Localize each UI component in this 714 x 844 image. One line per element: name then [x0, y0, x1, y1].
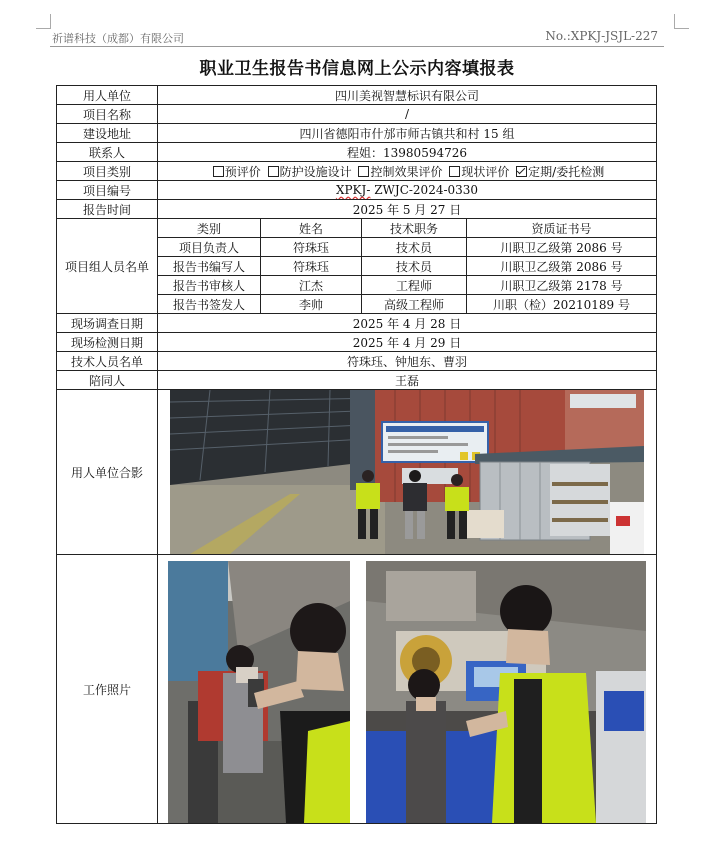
team-role: 项目负责人: [158, 238, 261, 257]
team-role: 报告书签发人: [158, 295, 261, 314]
label-work-photos: 工作照片: [57, 555, 158, 824]
label-project-type: 项目类别: [57, 162, 158, 181]
label-technicians: 技术人员名单: [57, 352, 158, 371]
team-position: 技术员: [362, 257, 467, 276]
label-report-time: 报告时间: [57, 200, 158, 219]
value-report-time: 2025 年 5 月 27 日: [158, 200, 657, 219]
team-name: 符珠珏: [261, 238, 362, 257]
row-address: [57, 124, 657, 143]
team-header-title: 技术职务: [362, 219, 467, 238]
team-cert: 川职（检）20210189 号: [467, 295, 657, 314]
label-employer: 用人单位: [57, 86, 158, 105]
work-photos-cell: [158, 555, 657, 824]
checkbox-status-evaluation[interactable]: [449, 166, 460, 177]
row-report-time: [57, 200, 657, 219]
option-pre-evaluation: 预评价: [224, 164, 261, 179]
row-escort: [57, 371, 657, 390]
document-title: 职业卫生报告书信息网上公示内容填报表: [199, 59, 515, 79]
team-position: 高级工程师: [362, 295, 467, 314]
checkbox-pre-evaluation[interactable]: [213, 166, 224, 177]
group-photo-cell: [158, 390, 657, 555]
team-header-row: [57, 219, 657, 238]
project-no-rest: ZWJC-2024-0330: [370, 183, 479, 197]
value-address: 四川省德阳市什邡市师古镇共和村 15 组: [158, 124, 657, 143]
value-survey-date: 2025 年 4 月 28 日: [158, 314, 657, 333]
option-periodic-testing: 定期/委托检测: [528, 164, 605, 179]
corner-mark-left: [36, 14, 51, 29]
row-work-photos: [57, 555, 657, 824]
team-name: 李帅: [261, 295, 362, 314]
value-test-date: 2025 年 4 月 29 日: [158, 333, 657, 352]
label-survey-date: 现场调查日期: [57, 314, 158, 333]
team-role: 报告书编写人: [158, 257, 261, 276]
row-test-date: [57, 333, 657, 352]
value-contact: 程姐：13980594726: [158, 143, 657, 162]
label-project-no: 项目编号: [57, 181, 158, 200]
option-protection-design: 防护设施设计: [279, 164, 352, 179]
team-cert: 川职卫乙级第 2086 号: [467, 257, 657, 276]
value-employer: 四川美视智慧标识有限公司: [158, 86, 657, 105]
checkbox-protection-design[interactable]: [268, 166, 279, 177]
row-project-type: [57, 162, 657, 181]
option-status-evaluation: 现状评价: [461, 164, 510, 179]
row-survey-date: [57, 314, 657, 333]
label-contact: 联系人: [57, 143, 158, 162]
option-control-effect: 控制效果评价: [370, 164, 443, 179]
company-name: 祈谱科技（成都）有限公司: [52, 32, 184, 45]
label-team: 项目组人员名单: [57, 219, 158, 314]
project-type-options: [158, 162, 657, 181]
team-name: 符珠珏: [261, 257, 362, 276]
team-header-category: 类别: [158, 219, 261, 238]
team-name: 江杰: [261, 276, 362, 295]
row-contact: [57, 143, 657, 162]
group-photo: [170, 390, 644, 554]
row-project-name: [57, 105, 657, 124]
team-position: 工程师: [362, 276, 467, 295]
team-role: 报告书审核人: [158, 276, 261, 295]
value-project-no: [158, 181, 657, 200]
project-no-prefix: XPKJ-: [335, 183, 371, 197]
row-employer: [57, 86, 657, 105]
label-escort: 陪同人: [57, 371, 158, 390]
team-cert: 川职卫乙级第 2178 号: [467, 276, 657, 295]
checkbox-periodic-testing[interactable]: [516, 166, 527, 177]
value-escort: 王磊: [158, 371, 657, 390]
work-photo-2: [366, 561, 646, 823]
team-cert: 川职卫乙级第 2086 号: [467, 238, 657, 257]
report-form-table: [56, 85, 657, 824]
team-header-name: 姓名: [261, 219, 362, 238]
corner-mark-right: [674, 14, 689, 29]
value-project-name: /: [158, 105, 657, 124]
team-position: 技术员: [362, 238, 467, 257]
row-group-photo: [57, 390, 657, 555]
value-technicians: 符珠珏、钟旭东、曹羽: [158, 352, 657, 371]
document-number: No.:XPKJ-JSJL-227: [545, 29, 658, 43]
row-project-no: [57, 181, 657, 200]
label-test-date: 现场检测日期: [57, 333, 158, 352]
checkbox-control-effect[interactable]: [358, 166, 369, 177]
team-header-cert: 资质证书号: [467, 219, 657, 238]
row-technicians: [57, 352, 657, 371]
label-group-photo: 用人单位合影: [57, 390, 158, 555]
label-project-name: 项目名称: [57, 105, 158, 124]
label-address: 建设地址: [57, 124, 158, 143]
work-photo-1: [168, 561, 350, 823]
